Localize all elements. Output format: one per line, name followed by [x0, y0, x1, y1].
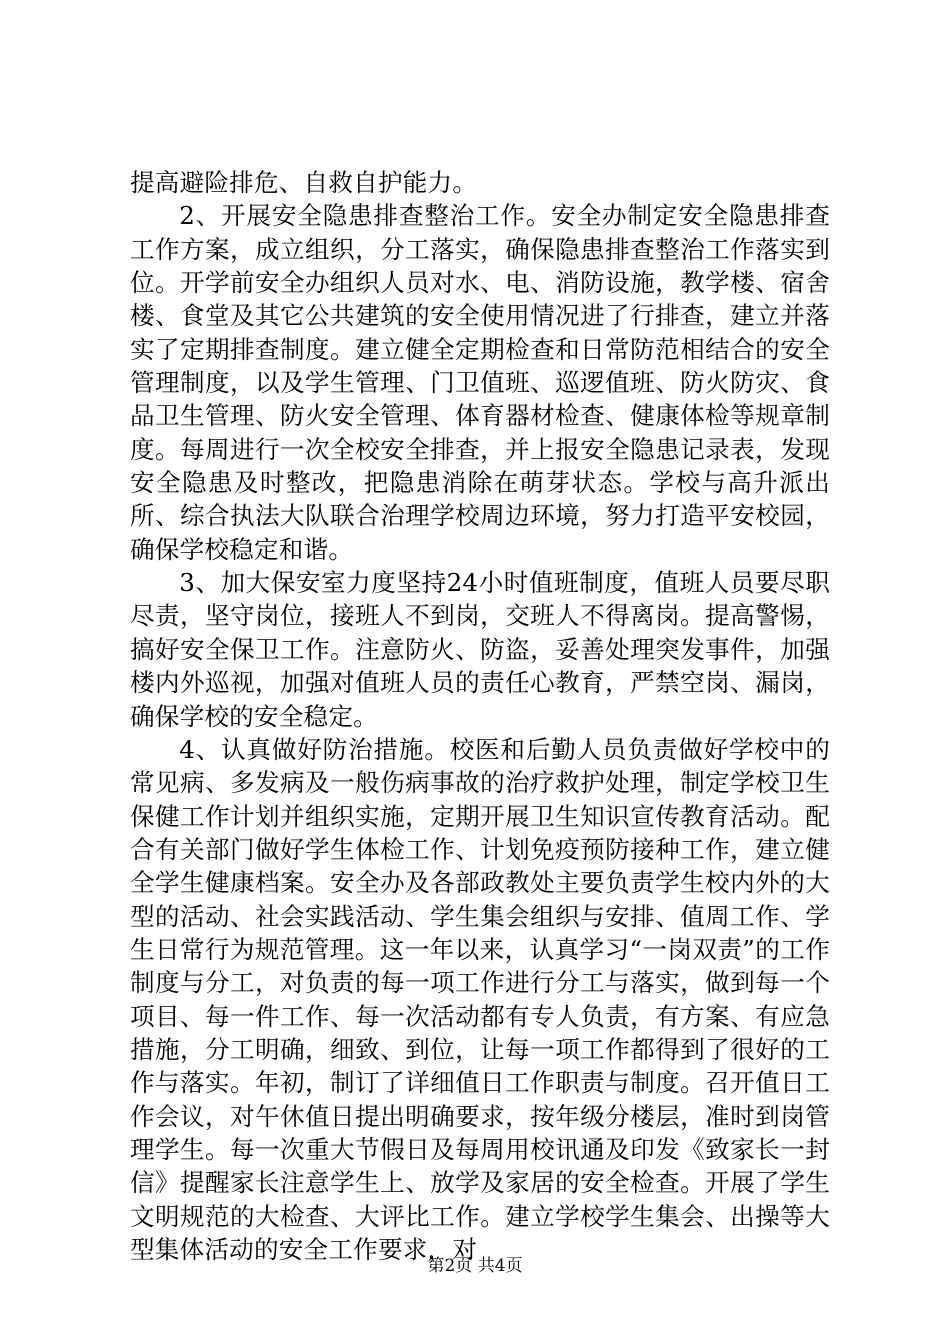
- document-body: [130, 166, 830, 1266]
- paragraph-hazard-inspection: 2、开展安全隐患排查整治工作。安全办制定安全隐患排查工作方案，成立组织，分工落实，确保隐患排查整治工作落实到位。开学前安全办组织人员对水、电、消防设施，教学楼、宿舍楼、食堂及其它公共建筑的安全使用情况进了行排查，建立并落实了定期排查制度。建立健全定期检查和日常防范相结合的安全管理制度，以及学生管理、门卫值班、巡逻值班、防火防灾、食品卫生管理、防火安全管理、体育器材检查、健康体检等规章制度。每周进行一次全校安全排查，并上报安全隐患记录表，发现安全隐患及时整改，把隐患消除在萌芽状态。学校与高升派出所、综合执法大队联合治理学校周边环境，努力打造平安校园，确保学校稳定和谐。: [130, 201, 830, 564]
- page-number-footer: 第2页 共4页: [427, 1256, 523, 1276]
- paragraph-prevention-measures: 4、认真做好防治措施。校医和后勤人员负责做好学校中的常见病、多发病及一般伤病事故的治疗救护处理，制定学校卫生保健工作计划并组织实施，定期开展卫生知识宣传教育活动。配合有关部门做好学生体检工作、计划免疫预防接种工作，建立健全学生健康档案。安全办及各部政教处主要负责学生校内外的大型的活动、社会实践活动、学生集会组织与安排、值周工作、学生日常行为规范管理。这一年以来，认真学习“一岗双责”的工作制度与分工，对负责的每一项工作进行分工与落实，做到每一个项目、每一件工作、每一次活动都有专人负责，有方案、有应急措施，分工明确，细致、到位，让每一项工作都得到了很好的工作与落实。年初，制订了详细值日工作职责与制度。召开值日工作会议，对午休值日提出明确要求，按年级分楼层，准时到岗管理学生。每一次重大节假日及每周用校讯通及印发《致家长一封信》提醒家长注意学生上、放学及家居的安全检查。开展了学生文明规范的大检查、大评比工作。建立学校学生集会、出操等大型集体活动的安全工作要求，对: [130, 734, 830, 1264]
- paragraph-security-duty: 3、加大保安室力度坚持24小时值班制度，值班人员要尽职尽责，坚守岗位，接班人不到岗，交班人不得离岗。提高警惕，搞好安全保卫工作。注意防火、防盗，妥善处理突发事件，加强楼内外巡视，加强对值班人员的责任心教育，严禁空岗、漏岗，确保学校的安全稳定。: [130, 568, 830, 731]
- paragraph-continuation: 提高避险排危、自救自护能力。: [130, 168, 478, 197]
